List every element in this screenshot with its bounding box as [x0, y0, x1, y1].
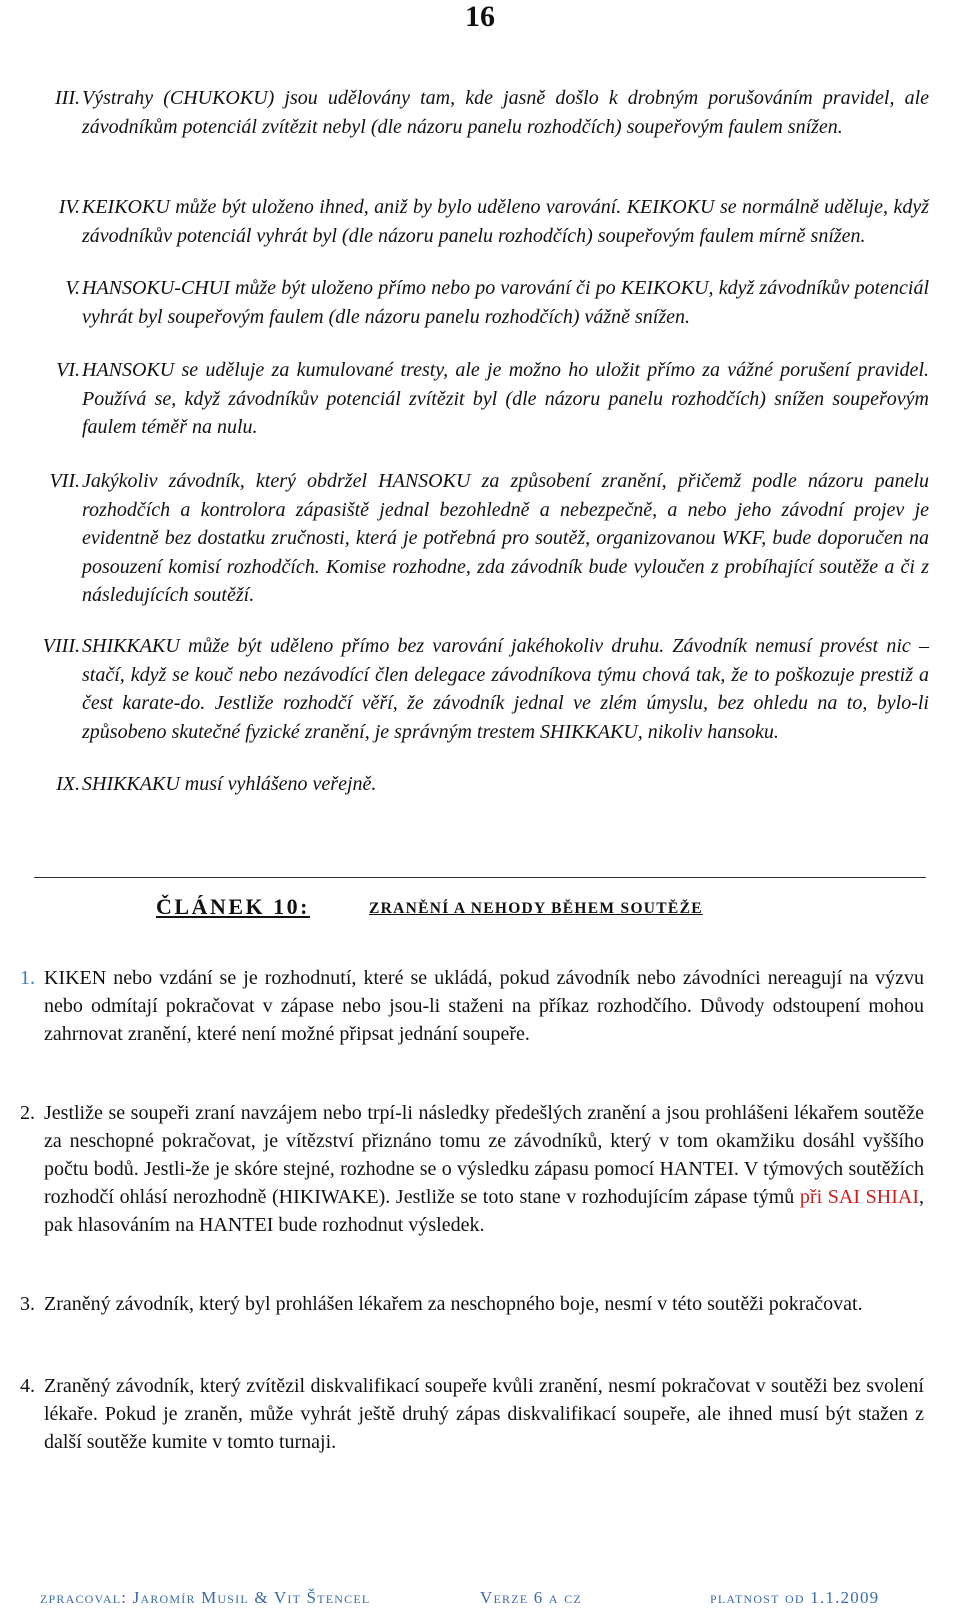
list-item-text: Zraněný závodník, který zvítězil diskvalifikací soupeře kvůli zranění, nesmí pokračovat v soutěži bez svolení lékaře. Pokud je zraněn, může vyhrát ještě druhý zápas diskvalifikací soupeře, ale ihned musí být stažen z další soutěže kumite v tomto turnaji.: [44, 1375, 924, 1453]
text-part: Jestliže se soupeři zraní navzájem nebo trpí-li následky předešlých zranění a jsou prohlášeni lékařem soutěže za neschopné pokračovat, je vítězství přiznáno tomu ze závodníků, který v tom okamžiku dosáhl vyššího počtu bodů. Jestli-že je skóre stejné, rozhodne se o výsledku zápasu pomocí HANTEI. V týmových soutěžích rozhodčí ohlásí nerozhodně (HIKIWAKE). Jestliže se toto stane v rozhodujícím zápase týmů: [44, 1102, 924, 1208]
list-item-number: IX.: [56, 773, 80, 795]
article-number: ČLÁNEK 10:: [156, 894, 310, 919]
list-item-text: Jakýkoliv závodník, který obdržel HANSOKU za způsobení zranění, přičemž podle názoru panelu rozhodčích a kontrolora zápasiště jednal bezohledně a nebezpečně, a nebo jeho závodní projev je evidentně bez dostatku zručnosti, která je potřebná pro soutěž, organizovanou WKF, bude doporučen na posouzení komisí rozhodčích. Komise rozhodne, zda závodník bude vyloučen z probíhající soutěže a či z následujících soutěží.: [82, 470, 929, 606]
list-item: [24, 274, 929, 331]
list-item-text: SHIKKAKU musí vyhlášeno veřejně.: [82, 773, 377, 795]
list-item-number: 1.: [20, 967, 35, 989]
list-item-text: Zraněný závodník, který byl prohlášen lékařem za neschopného boje, nesmí v této soutěži pokračovat.: [44, 1293, 863, 1315]
list-item-text: HANSOKU se uděluje za kumulované tresty, ale je možno ho uložit přímo za vážné porušení pravidel. Používá se, když závodníkův potenciál zvítězit byl (dle názoru panelu rozhodčích) snížen soupeřovým faulem téměř na nulu.: [82, 359, 929, 438]
list-item-number: VI.: [56, 359, 80, 381]
list-item-text: KEIKOKU může být uloženo ihned, aniž by bylo uděleno varování. KEIKOKU se normálně uděluje, když závodníkův potenciál vyhrát byl (dle názoru panelu rozhodčích) soupeřovým faulem mírně snížen.: [82, 196, 929, 247]
list-item-number: 4.: [20, 1375, 35, 1397]
article-title: ZRANĚNÍ A NEHODY BĚHEM SOUTĚŽE: [369, 900, 703, 917]
list-item-number: III.: [55, 87, 80, 109]
text-part: , pak hlasováním na HANTEI bude rozhodnut výsledek.: [44, 1186, 924, 1236]
list-item-number: IV.: [58, 196, 80, 218]
list-item: [24, 356, 929, 442]
list-item-text: KIKEN nebo vzdání se je rozhodnutí, které se ukládá, pokud závodník nebo závodníci nereagují na výzvu nebo odmítají pokračovat v zápase nebo jsou-li staženi na příkaz rozhodčího. Důvody odstoupení mohou zahrnovat zranění, které není možné připsat jednání soupeře.: [44, 967, 924, 1045]
list-item-number: V.: [65, 277, 80, 299]
list-item-number: VIII.: [42, 635, 80, 657]
highlighted-text: při SAI SHIAI: [799, 1186, 919, 1208]
footer-author: zpracoval: Jaromír Musil & Vit Štencel: [40, 1588, 371, 1607]
article-heading: [156, 894, 703, 920]
list-item: [24, 632, 929, 746]
page-number: 16: [465, 0, 495, 33]
list-item: [24, 84, 929, 141]
list-item: [24, 770, 929, 799]
list-item-text: SHIKKAKU může být uděleno přímo bez varování jakéhokoliv druhu. Závodník nemusí provést nic – stačí, když se kouč nebo nezávodící člen delegace závodníkova týmu chová tak, že to poškozuje prestiž a čest karate-do. Jestliže rozhodčí věří, že závodník jednal ve zlém úmyslu, bez ohledu na to, bylo-li způsobeno skutečné fyzické zranění, je správným trestem SHIKKAKU, nikoliv hansoku.: [82, 635, 929, 743]
list-item: [24, 467, 929, 610]
section-divider: [34, 877, 926, 878]
list-item-number: 2.: [20, 1102, 35, 1124]
list-item-text: [44, 1099, 924, 1239]
footer-version: Verze 6 a cz: [480, 1588, 582, 1607]
footer-validity: platnost od 1.1.2009: [710, 1588, 880, 1607]
list-item-text: HANSOKU-CHUI může být uloženo přímo nebo po varování či po KEIKOKU, když závodníkův potenciál vyhrát byl soupeřovým faulem (dle názoru panelu rozhodčích) vážně snížen.: [82, 277, 929, 328]
list-item-number: 3.: [20, 1293, 35, 1315]
list-item-number: VII.: [49, 470, 80, 492]
list-item: [24, 193, 929, 250]
list-item-text: Výstrahy (CHUKOKU) jsou udělovány tam, kde jasně došlo k drobným porušováním pravidel, ale závodníkům potenciál zvítězit nebyl (dle názoru panelu rozhodčích) soupeřovým faulem snížen.: [82, 87, 929, 138]
